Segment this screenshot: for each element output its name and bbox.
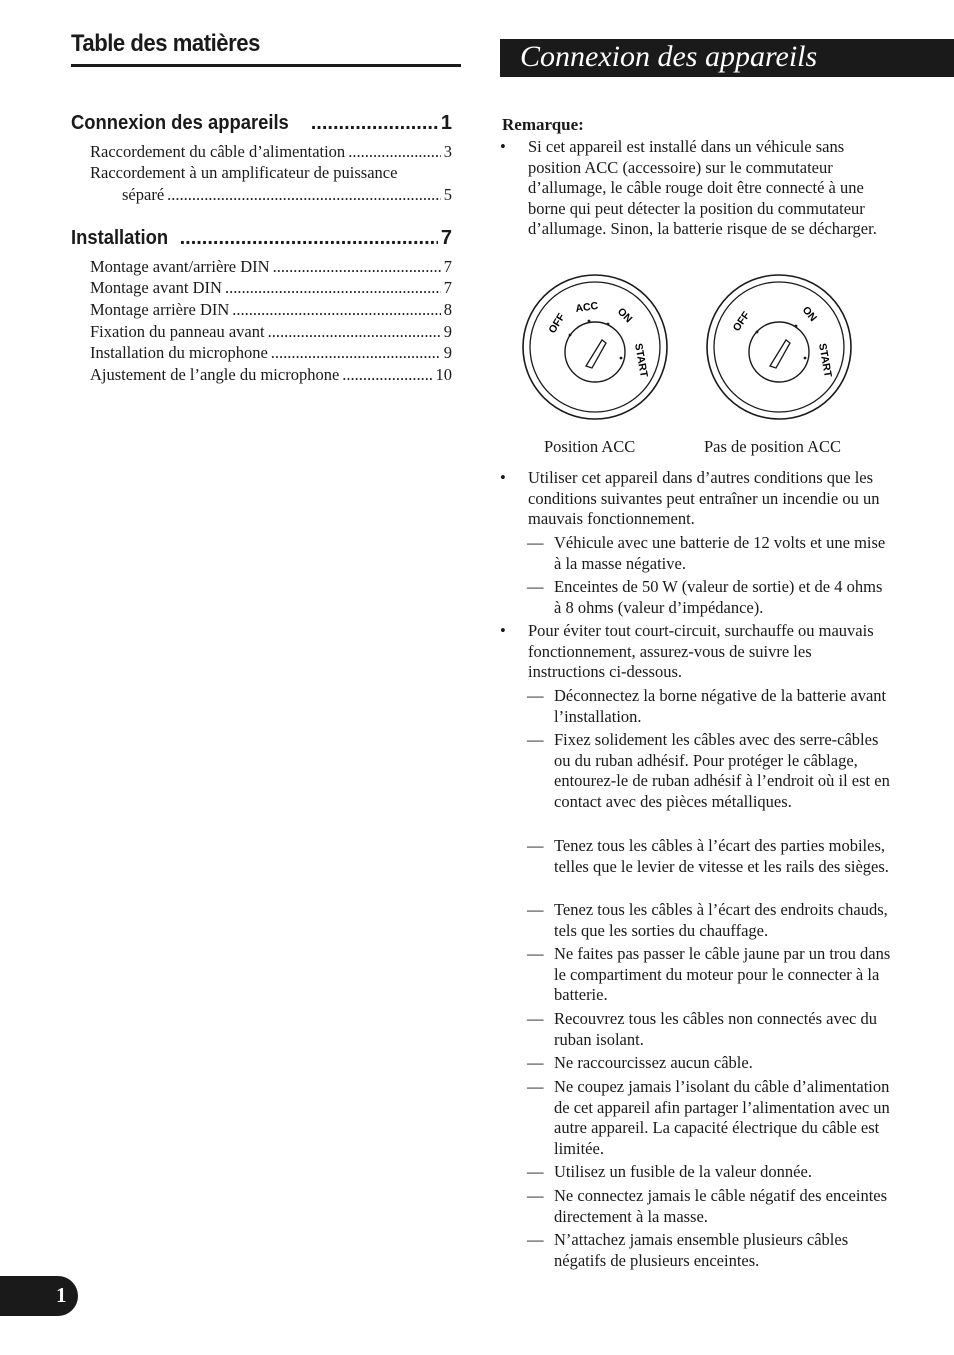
off-label: OFF [546, 311, 568, 336]
bullet-text: Si cet appareil est installé dans un véhicule sans position ACC (accessoire) sur le commutateur d’allumage, le câble rouge doit être connecté à une borne qui peut détecter la position du commutateur d’allumage. Sinon, la batterie risque de se décharger. [528, 137, 877, 239]
toc-entry-amplificateur[interactable] [122, 184, 452, 205]
caption-acc: Position ACC [544, 437, 636, 456]
dash-item [527, 686, 892, 727]
dash-icon: — [527, 1009, 544, 1028]
toc-entry-text: Montage avant/arrière DIN [90, 257, 270, 276]
dash-icon: — [527, 1162, 544, 1181]
toc-entry-text: Montage arrière DIN [90, 300, 230, 319]
dash-icon: — [527, 1077, 544, 1096]
toc-entry-page: 3 [443, 142, 452, 161]
dash-item [527, 533, 892, 574]
toc-entry[interactable] [90, 277, 452, 298]
toc-entry-text: Raccordement du câble d’alimentation [90, 142, 346, 161]
toc-title-rule [71, 64, 461, 67]
dash-icon: — [527, 730, 544, 749]
section-title: Connexion des appareils [520, 40, 818, 73]
toc-entry[interactable] [90, 299, 452, 320]
toc-entry-page: 9 [443, 343, 452, 362]
bullet-item [500, 137, 892, 240]
dash-text: Ne raccourcissez aucun câble. [554, 1053, 753, 1072]
dash-item [527, 944, 892, 1006]
page-number: 1 [56, 1283, 67, 1307]
dash-item [527, 1077, 892, 1159]
dash-text: N’attachez jamais ensemble plusieurs câbles négatifs de plusieurs enceintes. [554, 1230, 849, 1270]
toc-entry-text: séparé [122, 185, 165, 204]
bullet-icon: • [500, 621, 506, 640]
toc-entry-amplificateur-line1[interactable]: Raccordement à un amplificateur de puissance [90, 163, 398, 182]
dash-icon: — [527, 686, 544, 705]
dash-text: Utilisez un fusible de la valeur donnée. [554, 1162, 812, 1181]
bullet-item [500, 621, 892, 683]
dash-item [527, 730, 892, 812]
dash-text: Ne faites pas passer le câble jaune par un trou dans le compartiment du moteur pour le connecter à la batterie. [554, 944, 891, 1005]
dash-text: Recouvrez tous les câbles non connectés avec du ruban isolant. [554, 1009, 877, 1049]
bullet-icon: • [500, 137, 506, 156]
toc-leader-dots [348, 141, 441, 162]
dash-item [527, 1162, 892, 1183]
toc-section-title: Installation [71, 227, 169, 249]
toc-entry-page: 10 [435, 365, 452, 384]
toc-entry-page: 8 [443, 300, 452, 319]
dash-item [527, 1186, 892, 1227]
dash-text: Déconnectez la borne négative de la batterie avant l’installation. [554, 686, 887, 726]
toc-entry-alimentation[interactable] [90, 141, 452, 162]
bullet-item [500, 468, 892, 530]
toc-section-title: Connexion des appareils [71, 112, 289, 134]
bullet-icon: • [500, 468, 506, 487]
bullet-text: Pour éviter tout court-circuit, surchauffe ou mauvais fonctionnement, assurez-vous de suivre les instructions ci-dessous. [528, 621, 874, 682]
toc-entry[interactable] [90, 342, 452, 363]
toc-section-page: 1 [440, 112, 452, 134]
toc-entry[interactable] [90, 321, 452, 342]
toc-leader-dots [225, 277, 441, 298]
toc-leader-dots [342, 364, 432, 385]
dash-item [527, 900, 892, 941]
off-label: OFF [730, 309, 753, 334]
dash-icon: — [527, 577, 544, 596]
dash-text: Enceintes de 50 W (valeur de sortie) et de 4 ohms à 8 ohms (valeur d’impédance). [554, 577, 883, 617]
toc-entry-page: 5 [443, 185, 452, 204]
on-label: ON [614, 305, 635, 326]
toc-leader-dots [167, 184, 441, 205]
start-label: START [816, 342, 834, 379]
toc-entry[interactable] [90, 364, 452, 385]
toc-entry-text: Montage avant DIN [90, 278, 222, 297]
toc-leader-dots [271, 342, 441, 363]
toc-entry-page: 7 [443, 278, 452, 297]
dash-item [527, 1230, 892, 1271]
dash-icon: — [527, 1186, 544, 1205]
dash-icon: — [527, 1230, 544, 1249]
toc-leader-dots [273, 256, 441, 277]
dash-text: Tenez tous les câbles à l’écart des endroits chauds, tels que les sorties du chauffage. [554, 900, 888, 940]
toc-leader-dots [268, 321, 441, 342]
toc-entry-page: 9 [443, 322, 452, 341]
dash-text: Fixez solidement les câbles avec des serre-câbles ou du ruban adhésif. Pour protéger le câblage, entourez-le de ruban adhésif à l’endroit où il est en contact avec des pièces métalliques. [554, 730, 890, 811]
dash-text: Ne coupez jamais l’isolant du câble d’alimentation de cet appareil afin partager l’alimentation avec un autre appareil. La capacité électrique du câble est limitée. [554, 1077, 890, 1158]
toc-title: Table des matières [71, 30, 260, 57]
dash-icon: — [527, 533, 544, 552]
bullet-text: Utiliser cet appareil dans d’autres conditions que les conditions suivantes peut entraîner un incendie ou un mauvais fonctionnement. [528, 468, 880, 529]
section-banner [500, 39, 954, 77]
key-slot-icon [770, 340, 790, 368]
toc-entry-page: 7 [443, 257, 452, 276]
dash-item [527, 577, 892, 618]
dash-icon: — [527, 1053, 544, 1072]
toc-section-installation[interactable] [71, 227, 452, 250]
toc-entry[interactable] [90, 256, 452, 277]
caption-no-acc: Pas de position ACC [704, 437, 842, 456]
dash-icon: — [527, 900, 544, 919]
acc-label: ACC [574, 299, 599, 315]
toc-leader-dots [311, 112, 438, 135]
start-label: START [632, 342, 650, 379]
remark-label: Remarque: [502, 115, 584, 134]
toc-section-connexion[interactable] [71, 112, 452, 135]
toc-leader-dots [180, 227, 438, 250]
ignition-switch-acc-diagram [520, 272, 670, 422]
dash-icon: — [527, 836, 544, 855]
toc-entry-text: Installation du microphone [90, 343, 268, 362]
dash-item [527, 836, 892, 877]
toc-entry-text: Ajustement de l’angle du microphone [90, 365, 340, 384]
toc-entry-text: Fixation du panneau avant [90, 322, 265, 341]
dash-text: Véhicule avec une batterie de 12 volts et une mise à la masse négative. [554, 533, 886, 573]
page-number-tab [0, 1276, 78, 1316]
dash-text: Tenez tous les câbles à l’écart des parties mobiles, telles que le levier de vitesse et les rails des sièges. [554, 836, 889, 876]
dash-item [527, 1053, 892, 1074]
dash-item [527, 1009, 892, 1050]
dash-text: Ne connectez jamais le câble négatif des enceintes directement à la masse. [554, 1186, 888, 1226]
ignition-switch-no-acc-diagram [704, 272, 854, 422]
dash-icon: — [527, 944, 544, 963]
key-slot-icon [586, 340, 606, 368]
toc-leader-dots [232, 299, 440, 320]
on-label: ON [799, 304, 820, 324]
toc-section-page: 7 [440, 227, 452, 249]
